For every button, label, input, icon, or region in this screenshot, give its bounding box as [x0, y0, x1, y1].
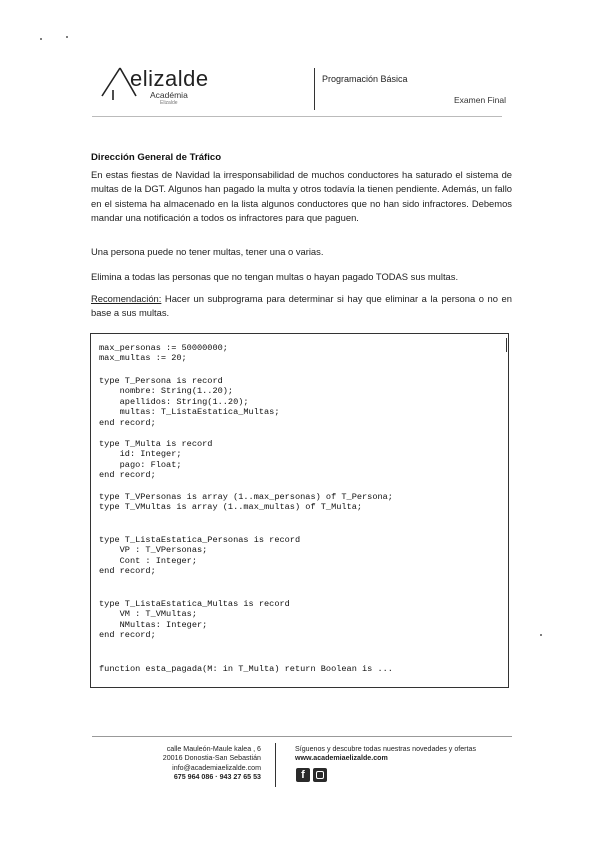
footer-tagline: Síguenos y descubre todas nuestras novedades y ofertas — [295, 745, 477, 753]
instagram-icon — [313, 768, 327, 782]
footer-rule — [92, 736, 512, 737]
scan-speck — [66, 36, 68, 38]
footer-address-street: calle Mauleón-Maule kalea , 6 — [166, 745, 261, 753]
problem-task: Elimina a todas las personas que no tengan multas o hayan pagado TODAS sus multas. — [91, 271, 459, 282]
footer-phones: 675 964 086 · 943 27 65 53 — [173, 773, 261, 782]
exam-label: Examen Final — [454, 95, 506, 105]
scan-speck — [40, 38, 42, 40]
course-name: Programación Básica — [322, 74, 408, 84]
logo-subtitle-small: Elizalde — [160, 100, 178, 106]
code-lista-personas: type T_ListaEstatica_Personas is record VP : T_VPersonas; Cont : Integer; end record; — [99, 535, 301, 577]
problem-description: En estas fiestas de Navidad la irresponsabilidad de muchos conductores ha saturado el sistema de multas de la DGT. Algunos han pagado la multa y otros todavía la tienen pendiente. Además, un fallo en el sistema ha almacenado en la lista algunos conductores que no han sido infractores. Debemos mandar una notificación a todos os infractores para que paguen. — [91, 169, 512, 224]
code-box-mark — [506, 338, 507, 352]
facebook-icon: f — [296, 768, 310, 782]
footer-contact — [118, 745, 261, 783]
header-divider — [314, 68, 315, 110]
footer-address-city: 20016 Donostia-San Sebastián — [162, 754, 261, 763]
header-rule — [92, 116, 502, 117]
logo-wordmark: elizalde — [130, 66, 209, 91]
footer-divider — [275, 743, 276, 787]
footer-website: www.academiaelizalde.com — [295, 754, 388, 763]
code-function-signature: function esta_pagada(M: in T_Multa) return Boolean is ... — [99, 664, 393, 674]
code-type-persona: type T_Persona is record nombre: String(1..20); apellidos: String(1..20); multas: T_ListaEstatica_Multas; end record; — [99, 376, 280, 428]
recommendation-text: Hacer un subprograma para determinar si hay que eliminar a la persona o no en base a sus multas. — [91, 293, 512, 319]
footer-email: info@academiaelizalde.com — [172, 763, 261, 772]
problem-title: Dirección General de Tráfico — [91, 152, 222, 163]
scan-speck — [540, 634, 542, 636]
instagram-icon-lens — [316, 771, 324, 779]
code-lista-multas: type T_ListaEstatica_Multas is record VM : T_VMultas; NMultas: Integer; end record; — [99, 599, 290, 641]
code-type-multa: type T_Multa is record id: Integer; pago: Float; end record; — [99, 439, 213, 481]
recommendation-label: Recomendación: — [91, 293, 162, 304]
problem-note: Una persona puede no tener multas, tener una o varias. — [91, 246, 324, 257]
code-constants: max_personas := 50000000; max_multas := 20; — [99, 343, 228, 364]
code-array-types: type T_VPersonas is array (1..max_personas) of T_Persona; type T_VMultas is array (1..max_multas) of T_Multa; — [99, 492, 393, 513]
logo-subtitle: Académia — [150, 90, 188, 100]
academy-logo — [100, 62, 220, 112]
recommendation — [91, 292, 512, 321]
footer-social — [295, 745, 515, 764]
